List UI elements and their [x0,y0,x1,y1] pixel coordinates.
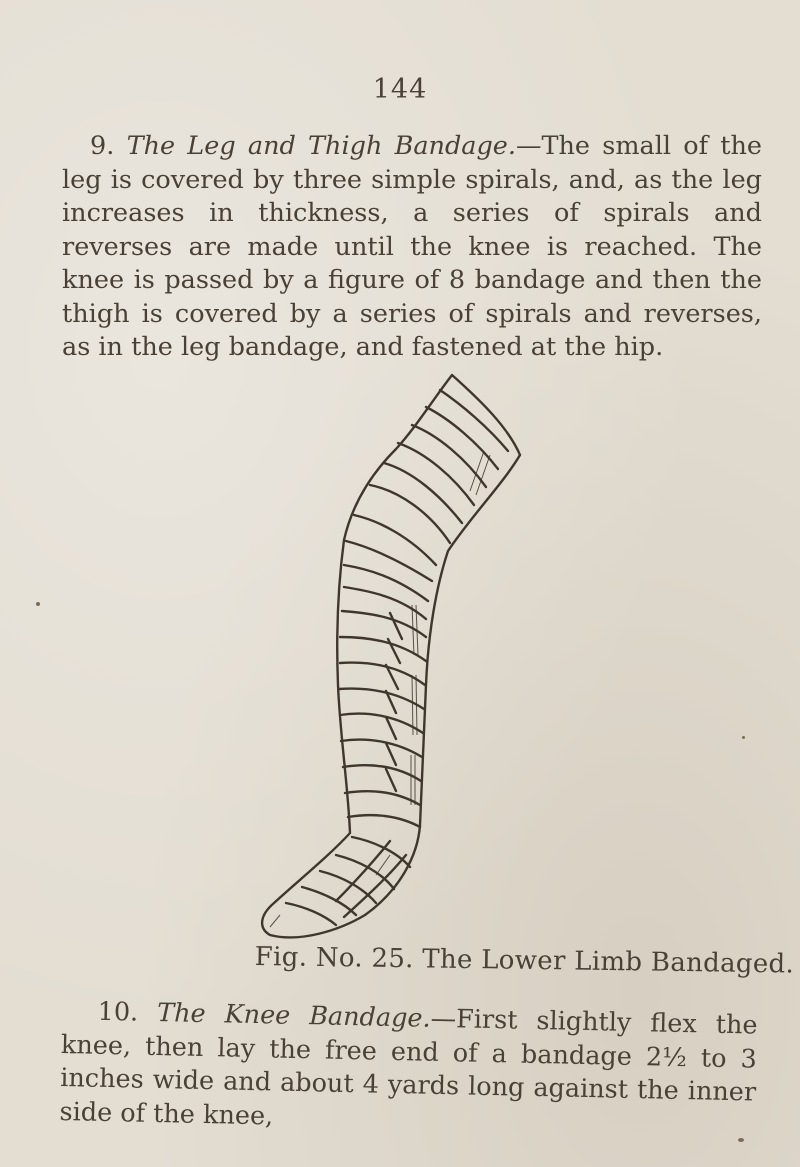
section-9-paragraph [62,130,762,365]
figure-25 [240,355,570,945]
paper-speck [742,736,745,739]
section-10-paragraph [59,995,758,1144]
section-10-heading: The Knee Bandage. [156,998,431,1034]
paper-speck [738,1138,744,1142]
section-10-number: 10. [97,996,139,1028]
page-number: 144 [372,74,428,105]
paper-speck [36,602,40,606]
section-9-number: 9. [90,131,115,161]
figure-caption: Fig. No. 25. The Lower Limb Bandaged. [254,942,795,980]
section-10-body: —First slightly flex the knee, then lay the free end of a bandage 2½ to 3 inches wide and about 4 yards long against the inner side of the knee, [59,1003,758,1131]
section-9-heading: The Leg and Thigh Bandage. [126,131,516,161]
bandaged-leg-illustration-icon [240,355,570,945]
section-9-body: —The small of the leg is covered by three simple spirals, and, as the leg increases in thickness, a series of spirals and reverses are made until the knee is reached. The knee is passed by a figure of 8 bandage and then the thigh is covered by a series of spirals and reverses, as in the leg bandage, and fastened at the hip. [62,131,762,362]
